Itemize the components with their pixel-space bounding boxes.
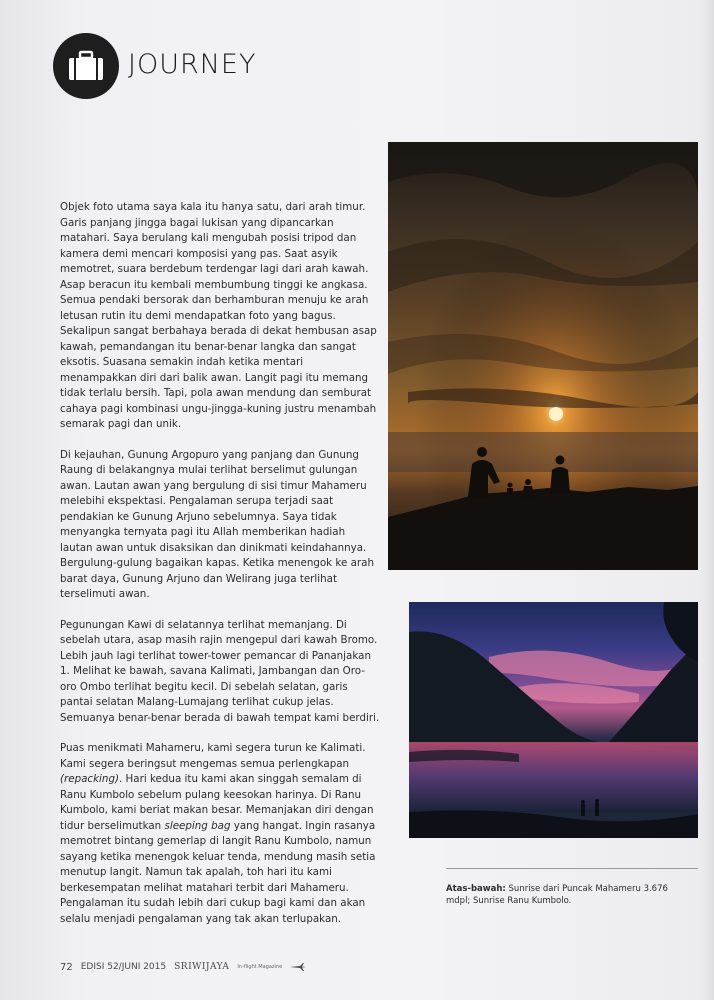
page-number: 72 bbox=[60, 961, 73, 973]
article-paragraph-1: Objek foto utama saya kala itu hanya satu, dari arah timur. Garis panjang jingga bagai lukisan yang dipancarkan matahari. Saya berulang kali mengubah posisi tripod dan kamera demi mencari komposisi yang pas. Saat asyik memotret, suara berdebum terdengar lagi dari arah kawah. Asap beracun itu kembali membumbung tinggi ke angkasa. Semua pendaki bersorak dan berhamburan menuju ke arah letusan rutin itu demi mendapatkan foto yang bagus. Sekalipun sangat berbahaya berada di dekat hembusan asap kawah, pemandangan itu benar-benar langka dan sangat eksotis. Suasana semakin indah ketika mentari menampakkan diri dari balik awan. Langit pagi itu memang tidak terlalu bersih. Tapi, pola awan mendung dan semburat cahaya pagi kombinasi ungu-jingga-kuning justru menambah semarak pagi dan unik. bbox=[60, 201, 377, 430]
article-paragraph-4 bbox=[60, 741, 380, 927]
paragraph-4-text-c: yang hangat. Ingin rasanya memotret bintang gemerlap di langit Ranu Kumbolo, namun sayang ketika menengok keluar tenda, mendung masih setia menutup langit. Namun tak apalah, toh hari itu kami berkesempatan melihat matahari terbit dari Mahameru. Pengalaman itu sudah lebih dari cukup bagi kami dan akan selalu menjadi pengalaman yang tak akan terlupakan. bbox=[60, 819, 376, 925]
edition-label: EDISI 52/JUNI 2015 bbox=[80, 962, 167, 972]
paragraph-4-italic-sleeping-bag: sleeping bag bbox=[164, 819, 231, 832]
magazine-brand: SRIWIJAYA bbox=[174, 962, 230, 972]
photo-sunrise-mahameru-art bbox=[388, 142, 698, 570]
paragraph-4-text-a: Puas menikmati Mahameru, kami segera turun ke Kalimati. Kami segera beringsut mengemas semua perlengkapan bbox=[60, 742, 366, 770]
airplane-icon bbox=[290, 963, 306, 971]
photo-caption bbox=[446, 883, 686, 907]
page-edge-shadow bbox=[700, 0, 714, 1000]
paragraph-4-italic-repacking: (repacking) bbox=[60, 773, 119, 785]
suitcase-icon bbox=[67, 49, 105, 83]
section-title: JOURNEY bbox=[128, 49, 257, 80]
article-paragraph-3: Pegunungan Kawi di selatannya terlihat memanjang. Di sebelah utara, asap masih rajin mengepul dari kawah Bromo. Lebih jauh lagi terlihat tower-tower pemancar di Pananjakan 1. Melihat ke bawah, savana Kalimati, Jambangan dan Oro-oro Ombo terlihat begitu kecil. Di sebelah selatan, garis pantai selatan Malang-Lumajang terlihat cukup jelas. Semuanya benar-benar berada di bawah tempat kami berdiri. bbox=[60, 618, 380, 724]
paragraph-4-text-b: . Hari kedua itu kami akan singgah semalam di Ranu Kumbolo sebelum pulang keesokan harinya. Di Ranu Kumbolo, kami beriat makan besar. Memanjakan diri dengan tidur berselimutkan bbox=[60, 773, 374, 832]
photo-sunrise-ranu-kumbolo bbox=[409, 602, 698, 838]
magazine-tagline: In-flight Magazine bbox=[237, 964, 283, 970]
photo-sunrise-ranu-kumbolo-art bbox=[409, 602, 698, 838]
page-footer bbox=[60, 960, 306, 974]
caption-rule bbox=[446, 868, 698, 869]
photo-sunrise-mahameru bbox=[388, 142, 698, 570]
article-paragraph-2: Di kejauhan, Gunung Argopuro yang panjang dan Gunung Raung di belakangnya mulai terlihat berselimut gulungan awan. Lautan awan yang bergulung di sisi timur Mahameru melebihi ekspektasi. Pengalaman serupa terjadi saat pendakian ke Gunung Arjuno sebelumnya. Saya tidak menyangka ternyata pagi itu Allah memberikan hadiah lautan awan untuk disaksikan dan dinikmati keindahannya. Bergulung-gulung bagaikan kapas. Ketika menengok ke arah barat daya, Gunung Arjuno dan Welirang juga terlihat terselimuti awan. bbox=[60, 448, 374, 600]
caption-label: Atas-bawah: bbox=[446, 884, 506, 894]
article-body bbox=[60, 200, 380, 942]
caption-text: Sunrise dari Puncak Mahameru 3.676 mdpl; Sunrise Ranu Kumbolo. bbox=[446, 884, 668, 906]
journey-badge bbox=[53, 33, 119, 99]
